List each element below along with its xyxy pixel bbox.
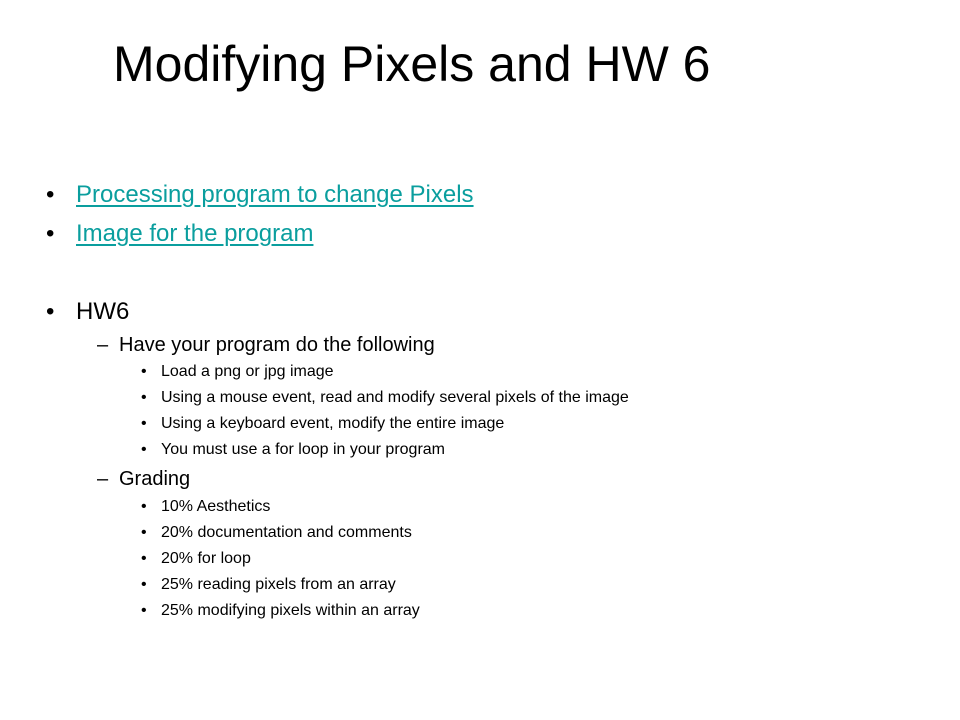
dash-icon: –	[97, 334, 109, 356]
bullet-icon: •	[141, 363, 147, 380]
list-item	[141, 414, 504, 434]
bullet-icon: •	[141, 524, 147, 541]
grading-text: 25% reading pixels from an array	[161, 576, 396, 593]
bullet-icon: •	[141, 498, 147, 515]
list-item-link-processing-program	[46, 180, 474, 210]
bullet-icon: •	[141, 389, 147, 406]
bullet-icon: •	[141, 602, 147, 619]
list-item	[141, 362, 334, 382]
bullet-icon: •	[46, 181, 55, 208]
hw6-label: HW6	[76, 298, 130, 325]
list-item	[141, 523, 412, 543]
list-item	[141, 549, 251, 569]
grading-text: 20% documentation and comments	[161, 524, 412, 541]
bullet-icon: •	[141, 576, 147, 593]
bullet-icon: •	[46, 298, 55, 325]
bullet-icon: •	[46, 220, 55, 247]
link-processing-program[interactable]: Processing program to change Pixels	[76, 181, 474, 208]
subsection-requirements	[97, 332, 435, 358]
bullet-icon: •	[141, 441, 147, 458]
requirement-text: You must use a for loop in your program	[161, 441, 446, 458]
dash-icon: –	[97, 468, 109, 490]
list-item	[141, 497, 270, 517]
requirement-text: Load a png or jpg image	[161, 363, 334, 380]
list-item	[141, 440, 445, 460]
list-item	[141, 601, 420, 621]
grading-text: 20% for loop	[161, 550, 251, 567]
list-item-link-image	[46, 219, 313, 249]
grading-text: 25% modifying pixels within an array	[161, 602, 420, 619]
requirement-text: Using a mouse event, read and modify several pixels of the image	[161, 389, 629, 406]
requirement-text: Using a keyboard event, modify the entire image	[161, 415, 505, 432]
subsection-grading	[97, 466, 190, 492]
bullet-icon: •	[141, 550, 147, 567]
link-image-for-program[interactable]: Image for the program	[76, 220, 314, 247]
grading-text: 10% Aesthetics	[161, 498, 271, 515]
list-item-hw6	[46, 297, 129, 327]
subsection-label: Have your program do the following	[119, 334, 435, 356]
list-item	[141, 388, 629, 408]
subsection-label: Grading	[119, 468, 191, 490]
bullet-icon: •	[141, 415, 147, 432]
list-item	[141, 575, 396, 595]
slide-title: Modifying Pixels and HW 6	[113, 36, 711, 92]
